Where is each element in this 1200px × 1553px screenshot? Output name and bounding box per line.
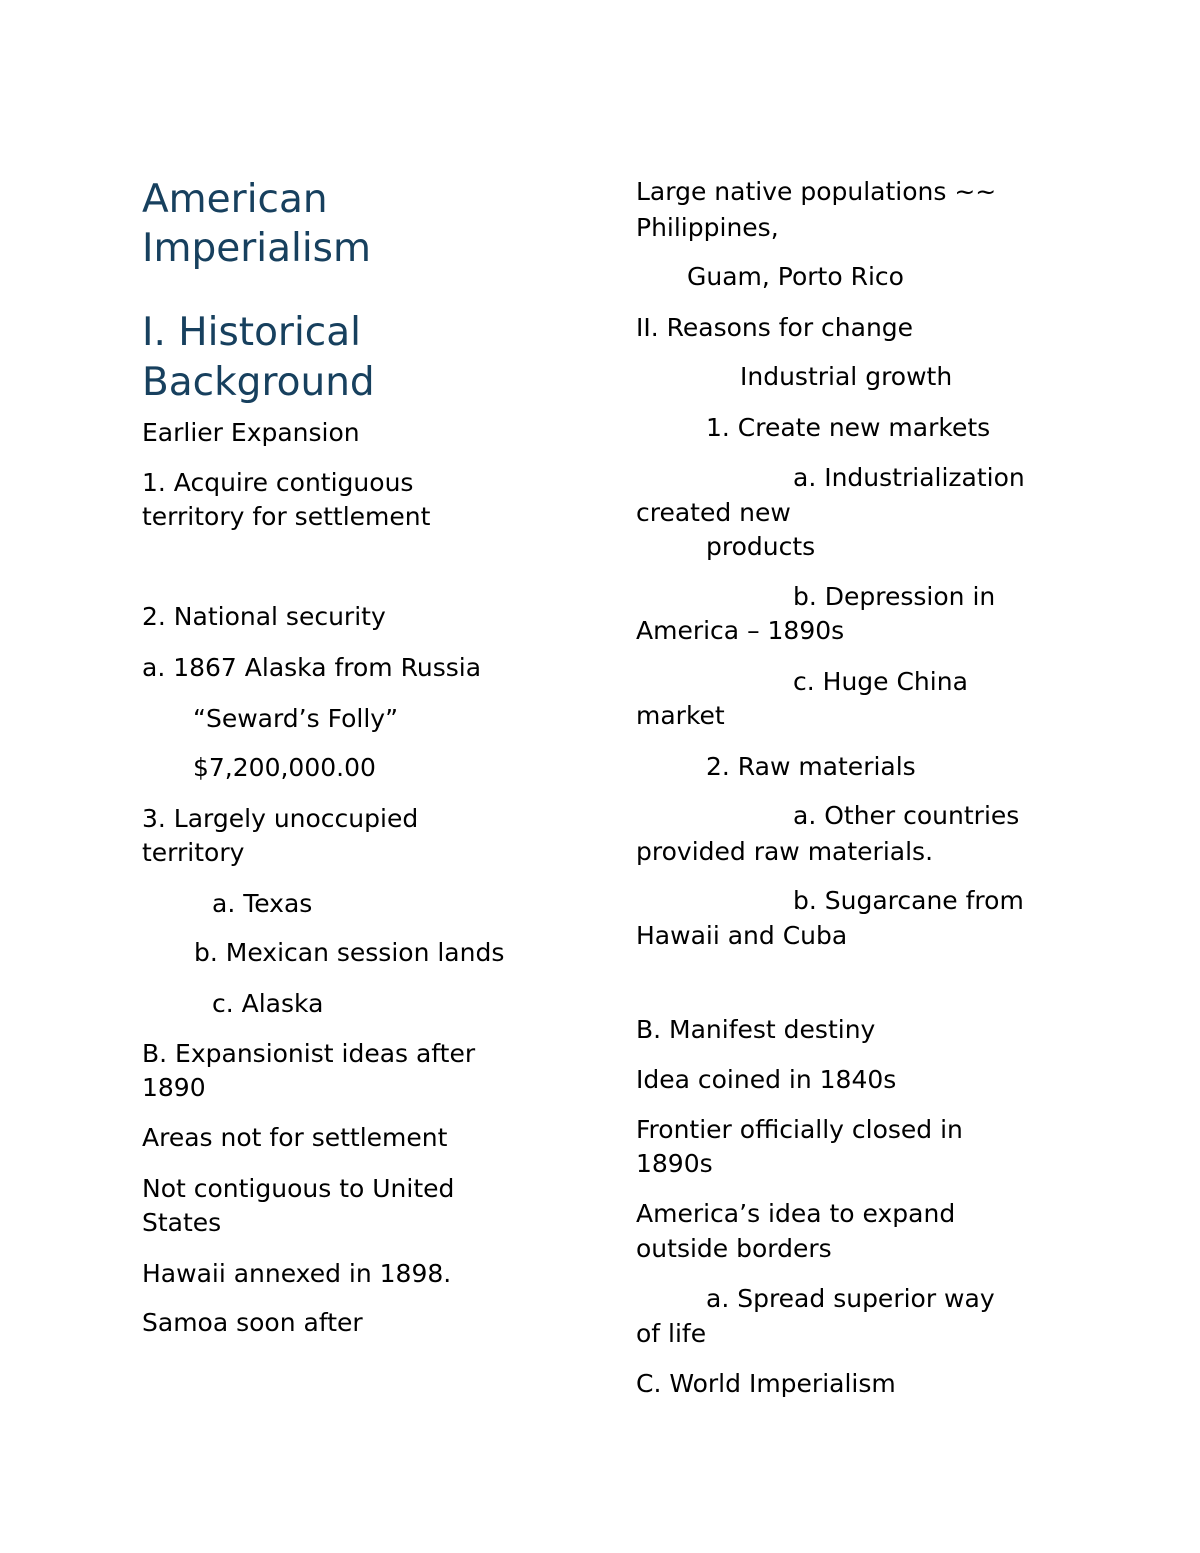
list-item-3c: c. Alaska	[212, 989, 324, 1018]
paragraph-frontier-line-2: 1890s	[636, 1149, 713, 1178]
subheading-industrial-growth: Industrial growth	[740, 362, 953, 391]
section-heading-line-2: Background	[142, 360, 375, 405]
document-title-line-2: Imperialism	[142, 226, 371, 271]
seward-quote: “Seward’s Folly”	[193, 704, 399, 733]
list-item-spread-line-1: a. Spread superior way	[706, 1284, 995, 1313]
list-item-b-line-2: 1890	[142, 1073, 206, 1102]
paragraph-native-line-1: Large native populations ~~	[636, 177, 997, 206]
paragraph-america-line-1: America’s idea to expand	[636, 1199, 956, 1228]
list-item-manifest-destiny: B. Manifest destiny	[636, 1015, 876, 1044]
paragraph-areas: Areas not for settlement	[142, 1123, 448, 1152]
paragraph-guam: Guam, Porto Rico	[687, 262, 904, 291]
list-item-markets-c-line-1: c. Huge China	[793, 667, 968, 696]
list-item-markets-a-line-1: a. Industrialization	[793, 463, 1025, 492]
list-item-markets-b-line-2: America – 1890s	[636, 616, 845, 645]
list-item-3b: b. Mexican session lands	[194, 938, 505, 967]
list-item-world-imperialism: C. World Imperialism	[636, 1369, 896, 1398]
paragraph-samoa: Samoa soon after	[142, 1308, 363, 1337]
list-item-raw-b-line-1: b. Sugarcane from	[793, 886, 1024, 915]
list-item-markets: 1. Create new markets	[706, 413, 991, 442]
list-item-2a: a. 1867 Alaska from Russia	[142, 653, 482, 682]
list-item-raw-b-line-2: Hawaii and Cuba	[636, 921, 848, 950]
section-heading-line-1: I. Historical	[142, 310, 361, 355]
purchase-amount: $7,200,000.00	[193, 753, 376, 782]
list-item-raw-a-line-2: provided raw materials.	[636, 837, 934, 866]
list-item-raw-a-line-1: a. Other countries	[793, 801, 1020, 830]
list-item-markets-b-line-1: b. Depression in	[793, 582, 996, 611]
list-item-3-line-2: territory	[142, 838, 245, 867]
list-item-spread-line-2: of life	[636, 1319, 707, 1348]
paragraph-native-line-2: Philippines,	[636, 213, 779, 242]
paragraph-idea-coined: Idea coined in 1840s	[636, 1065, 897, 1094]
list-item-markets-c-line-2: market	[636, 701, 725, 730]
list-item-3a: a. Texas	[212, 889, 313, 918]
document-title-line-1: American	[142, 177, 328, 222]
list-item-1-line-2: territory for settlement	[142, 502, 431, 531]
list-item-markets-a-line-3: products	[706, 532, 816, 561]
paragraph-frontier-line-1: Frontier officially closed in	[636, 1115, 963, 1144]
list-item-3-line-1: 3. Largely unoccupied	[142, 804, 419, 833]
paragraph-not-contiguous-line-2: States	[142, 1208, 222, 1237]
section-2-heading: II. Reasons for change	[636, 313, 914, 342]
paragraph-not-contiguous-line-1: Not contiguous to United	[142, 1174, 455, 1203]
list-item-1-line-1: 1. Acquire contiguous	[142, 468, 414, 497]
list-item-2: 2. National security	[142, 602, 386, 631]
list-item-raw-materials: 2. Raw materials	[706, 752, 916, 781]
list-item-b-line-1: B. Expansionist ideas after	[142, 1039, 476, 1068]
paragraph-hawaii: Hawaii annexed in 1898.	[142, 1259, 452, 1288]
list-item-markets-a-line-2: created new	[636, 498, 791, 527]
subheading-earlier-expansion: Earlier Expansion	[142, 418, 360, 447]
paragraph-america-line-2: outside borders	[636, 1234, 832, 1263]
